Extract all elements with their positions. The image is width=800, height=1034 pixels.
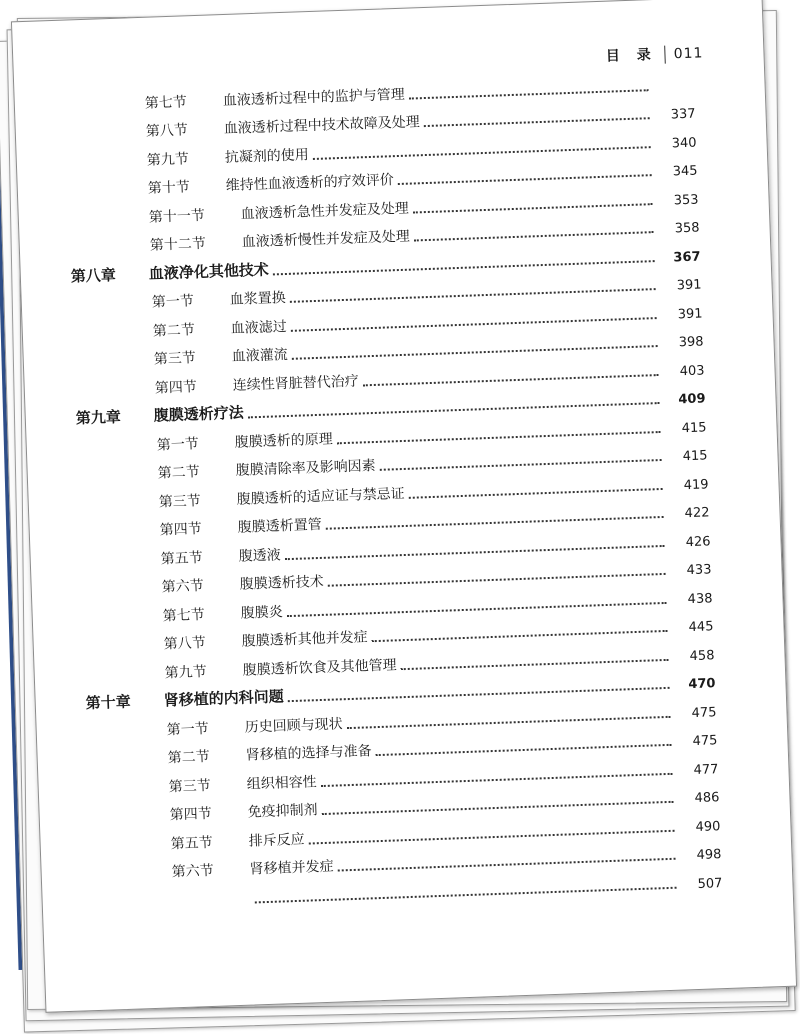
toc-entry-title: 肾移植并发症 [249, 858, 334, 878]
toc-entry-page: 340 [671, 135, 697, 151]
toc-entry-label: 第一节 [166, 720, 209, 738]
toc-entry-page: 391 [676, 277, 702, 294]
toc-page [11, 0, 797, 1013]
toc-entry-title: 腹膜清除率及影响因素 [235, 457, 376, 479]
toc-entry-label: 第四节 [159, 521, 203, 539]
toc-entry-title: 腹膜透析疗法 [153, 403, 245, 425]
toc-entry-label: 第八章 [70, 265, 117, 285]
toc-entry-label: 第三节 [153, 350, 197, 368]
toc-entry-page: 475 [692, 733, 718, 750]
toc-entry-title: 抗凝剂的使用 [224, 146, 310, 166]
toc-entry-page: 353 [673, 192, 699, 208]
toc-entry-page: 498 [696, 847, 722, 863]
toc-entry-page: 426 [685, 533, 711, 550]
toc-entry-page: 475 [691, 704, 717, 721]
toc-entry-title: 血液透析过程中的监护与管理 [222, 86, 405, 109]
toc-entry-title: 腹膜透析的适应证与禁忌证 [236, 485, 405, 508]
toc-entry-label: 第二节 [157, 464, 201, 482]
toc-entry-title: 腹透液 [238, 546, 281, 565]
dot-leader [255, 885, 677, 903]
toc-entry-label: 第十章 [85, 692, 132, 713]
toc-entry-label: 第五节 [160, 549, 204, 568]
toc-entry-label: 第五节 [170, 834, 213, 852]
toc-entry-page: 415 [681, 419, 707, 436]
toc-entry-label: 第七节 [162, 606, 206, 624]
toc-entry-label: 第八节 [163, 635, 207, 653]
toc-entry-page: 403 [679, 362, 705, 379]
toc-entry-title: 肾移植的选择与准备 [245, 743, 372, 764]
toc-entry-label: 第一节 [156, 435, 200, 454]
toc-entry-page: 486 [694, 790, 720, 807]
toc-entry-title: 维持性血液透析的疗效评价 [225, 172, 394, 195]
toc-entry-label: 第一节 [151, 293, 195, 311]
toc-entry-title: 血液净化其他技术 [148, 260, 270, 283]
toc-entry-title: 血液透析过程中技术故障及处理 [223, 114, 420, 138]
toc-entry-label: 第九节 [164, 663, 208, 681]
toc-entry-page: 422 [684, 505, 710, 522]
toc-entry-page: 438 [687, 590, 713, 607]
toc-entry-title: 腹膜透析饮食及其他管理 [242, 656, 397, 679]
toc-entry-page: 367 [673, 249, 701, 265]
toc-entry-page: 409 [678, 391, 706, 408]
toc-entry-title: 血液透析慢性并发症及处理 [241, 228, 410, 251]
toc-entry-title: 血液灌流 [231, 346, 289, 365]
table-of-contents [14, 62, 792, 914]
toc-entry-page: 415 [682, 448, 708, 465]
toc-entry-page: 391 [677, 305, 703, 322]
toc-entry-page: 398 [678, 334, 704, 351]
toc-entry-label: 第四节 [169, 805, 212, 824]
toc-entry-label: 第九节 [146, 150, 190, 169]
toc-entry-page: 445 [688, 619, 714, 636]
toc-entry-label: 第二节 [167, 748, 210, 767]
header-page-number: 011 [673, 45, 704, 63]
toc-entry-title: 组织相容性 [246, 773, 317, 793]
toc-entry-label: 第四节 [154, 378, 198, 397]
toc-entry-label: 第八节 [145, 122, 189, 140]
toc-entry-title: 腹膜透析技术 [239, 573, 324, 593]
toc-entry-title: 腹膜透析其他并发症 [241, 629, 368, 650]
toc-entry-title: 排斥反应 [248, 831, 305, 850]
toc-entry-page: 477 [693, 761, 719, 778]
toc-entry-page: 337 [670, 106, 696, 123]
toc-entry-page: 433 [686, 562, 712, 579]
toc-entry-page: 358 [674, 220, 700, 237]
toc-entry-page: 458 [689, 647, 715, 664]
toc-entry-title: 连续性肾脏替代治疗 [232, 373, 359, 394]
toc-entry-label [173, 907, 251, 910]
toc-entry-label: 第十节 [147, 179, 191, 197]
toc-entry-title: 血浆置换 [229, 290, 287, 308]
toc-entry-label: 第十一节 [148, 207, 206, 226]
toc-entry-page: 490 [695, 818, 721, 835]
toc-entry-label: 第十二节 [149, 235, 207, 254]
toc-entry-label: 第六节 [161, 578, 205, 596]
toc-entry-label: 第三节 [168, 777, 211, 795]
toc-entry-title: 免疫抑制剂 [247, 802, 318, 821]
toc-entry-label: 第七节 [144, 93, 188, 112]
toc-entry-label: 第三节 [158, 492, 202, 511]
toc-entry-title: 历史回顾与现状 [244, 715, 343, 736]
toc-entry-title: 腹膜透析的原理 [234, 430, 333, 451]
toc-entry-label: 第二节 [152, 321, 196, 340]
header-title: 目 录 [605, 46, 658, 65]
toc-entry-title: 血液滤过 [230, 318, 288, 337]
toc-entry-page: 507 [697, 875, 723, 892]
toc-entry-page: 470 [688, 676, 716, 693]
header-divider [664, 46, 666, 64]
toc-entry-page: 345 [672, 163, 698, 180]
page-header [606, 42, 704, 65]
toc-entry-label: 第六节 [171, 862, 214, 881]
toc-entry-title: 腹膜炎 [240, 603, 283, 622]
toc-entry-title: 腹膜透析置管 [237, 516, 322, 536]
toc-entry-label: 第九章 [75, 407, 122, 428]
toc-entry-page: 419 [683, 476, 709, 493]
toc-entry-title: 肾移植的内科问题 [163, 687, 284, 710]
toc-entry-title: 血液透析急性并发症及处理 [240, 200, 409, 223]
